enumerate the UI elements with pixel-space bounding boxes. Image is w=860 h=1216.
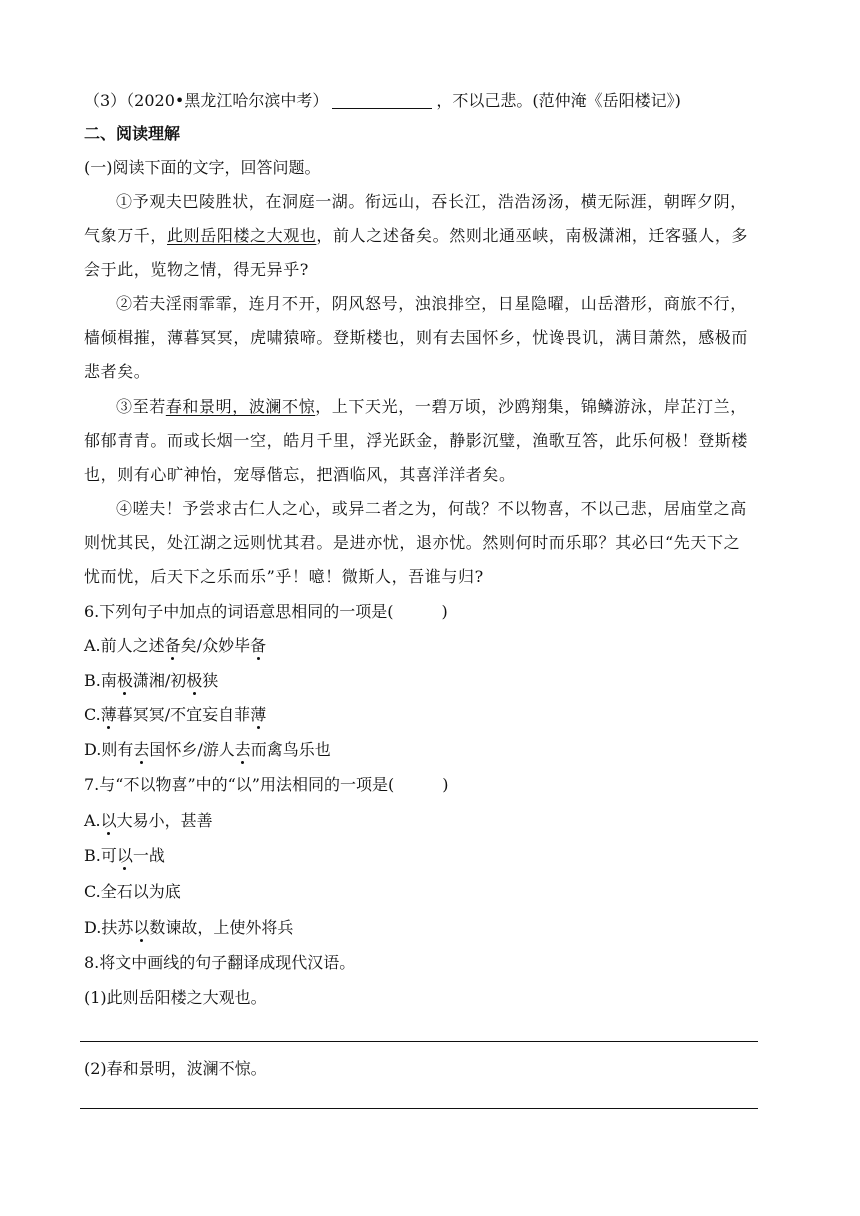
q6-c-text: C. <box>84 705 101 724</box>
q7-a-text: A. <box>84 811 101 830</box>
p1-text-b: ，前人之述备矣。然则北通巫峡，南极潇湘，迁客骚人，多 <box>316 226 749 245</box>
q8-stem: 8.将文中画线的句子翻译成现代汉语。 <box>84 953 356 972</box>
dotted-word: 以 <box>116 846 133 865</box>
dotted-word: 以 <box>133 918 150 937</box>
q6-option-b[interactable] <box>84 670 218 692</box>
dotted-word: 去 <box>234 740 251 759</box>
dotted-word: 去 <box>133 740 150 759</box>
q3-prefix: （3）（2020•黑龙江哈尔滨中考） <box>84 91 329 110</box>
passage-p1-line1: ①予观夫巴陵胜状，在洞庭一湖。衔远山，吞长江，浩浩汤汤，横无际涯，朝晖夕阴， <box>116 192 747 211</box>
q6-stem: 6.下列句子中加点的词语意思相同的一项是( ) <box>84 602 448 621</box>
dotted-word: 备 <box>164 636 181 655</box>
passage-p3-line2: 郁郁青青。而或长烟一空，皓月千里，浮光跃金，静影沉璧，渔歌互答，此乐何极！登斯楼 <box>84 431 749 450</box>
q8-answer-line-2[interactable] <box>80 1108 758 1109</box>
q6-d-text: 而禽鸟乐也 <box>250 740 331 759</box>
passage-p4-line1: ④嗟夫！予尝求古仁人之心，或异二者之为，何哉？不以物喜，不以己悲，居庙堂之高 <box>116 499 747 518</box>
q8-answer-line-1[interactable] <box>80 1041 758 1042</box>
dotted-word: 薄 <box>250 705 267 724</box>
passage-p4-line3: 忧而忧，后天下之乐而乐”乎！噫！微斯人，吾谁与归? <box>84 567 484 586</box>
q6-c-text: 暮冥冥/不宜妄自菲 <box>116 705 251 724</box>
q6-b-text: 潇湘/初 <box>132 671 187 690</box>
q6-option-d[interactable] <box>84 739 331 761</box>
q7-option-b[interactable] <box>84 845 165 867</box>
q7-d-text: D.扶苏 <box>84 918 134 937</box>
passage-p2-line1: ②若夫淫雨霏霏，连月不开，阴风怒号，浊浪排空，日星隐曜，山岳潜形，商旅不行， <box>116 294 747 313</box>
dotted-word: 薄 <box>100 705 117 724</box>
q6-d-text: D.则有 <box>84 740 134 759</box>
q7-stem: 7.与“不以物喜”中的“以”用法相同的一项是( ) <box>84 775 449 794</box>
underlined-sentence-1: 此则岳阳楼之大观也 <box>167 226 317 245</box>
q7-d-text: 数谏故，上使外将兵 <box>149 918 294 937</box>
p3-text-a: ③至若 <box>116 397 166 416</box>
q3-answer-blank[interactable] <box>332 92 432 109</box>
dotted-word: 备 <box>250 636 267 655</box>
passage-p3-line1 <box>116 396 747 418</box>
fill-in-question-3 <box>84 90 681 112</box>
passage-p2-line2: 樯倾楫摧，薄暮冥冥，虎啸猿啼。登斯楼也，则有去国怀乡，忧谗畏讥，满目萧然，感极而 <box>84 328 749 347</box>
section-instruction: (一)阅读下面的文字，回答问题。 <box>84 158 321 177</box>
q8-sentence-1: (1)此则岳阳楼之大观也。 <box>84 988 267 1007</box>
q7-option-c[interactable]: C.全石以为底 <box>84 882 181 901</box>
underlined-sentence-2: 春和景明，波澜不惊 <box>165 397 316 416</box>
q7-option-a[interactable] <box>84 810 213 832</box>
q6-d-text: 国怀乡/游人 <box>149 740 235 759</box>
q7-a-text: 大易小，甚善 <box>116 811 213 830</box>
q8-sentence-2: (2)春和景明，波澜不惊。 <box>84 1059 267 1078</box>
passage-p3-line3: 也，则有心旷神怡，宠辱偕忘，把酒临风，其喜洋洋者矣。 <box>84 465 516 484</box>
q7-b-text: 一战 <box>132 846 165 865</box>
p3-text-b: ，上下天光，一碧万顷，沙鸥翔集，锦鳞游泳，岸芷汀兰， <box>315 397 747 416</box>
passage-p1-line3: 会于此，览物之情，得无异乎? <box>84 260 309 279</box>
dotted-word: 以 <box>100 811 117 830</box>
p1-text-a: 气象万千， <box>84 226 168 245</box>
q3-suffix: ，不以己悲。(范仲淹《岳阳楼记》) <box>436 91 681 110</box>
section-title: 二、阅读理解 <box>84 124 181 143</box>
dotted-word: 极 <box>116 671 133 690</box>
q6-a-text: A.前人之述 <box>84 636 165 655</box>
dotted-word: 极 <box>186 671 203 690</box>
q6-a-text: 矣/众妙毕 <box>180 636 251 655</box>
q6-b-text: B.南 <box>84 671 117 690</box>
passage-p2-line3: 悲者矣。 <box>84 362 151 381</box>
q6-option-a[interactable] <box>84 635 266 657</box>
q7-option-d[interactable] <box>84 917 293 939</box>
passage-p4-line2: 则忧其民，处江湖之远则忧其君。是进亦忧，退亦忧。然则何时而乐耶？其必曰“先天下之 <box>84 533 741 552</box>
q7-b-text: B.可 <box>84 846 117 865</box>
q6-b-text: 狭 <box>202 671 219 690</box>
q6-option-c[interactable] <box>84 704 266 726</box>
passage-p1-line2 <box>84 225 748 247</box>
